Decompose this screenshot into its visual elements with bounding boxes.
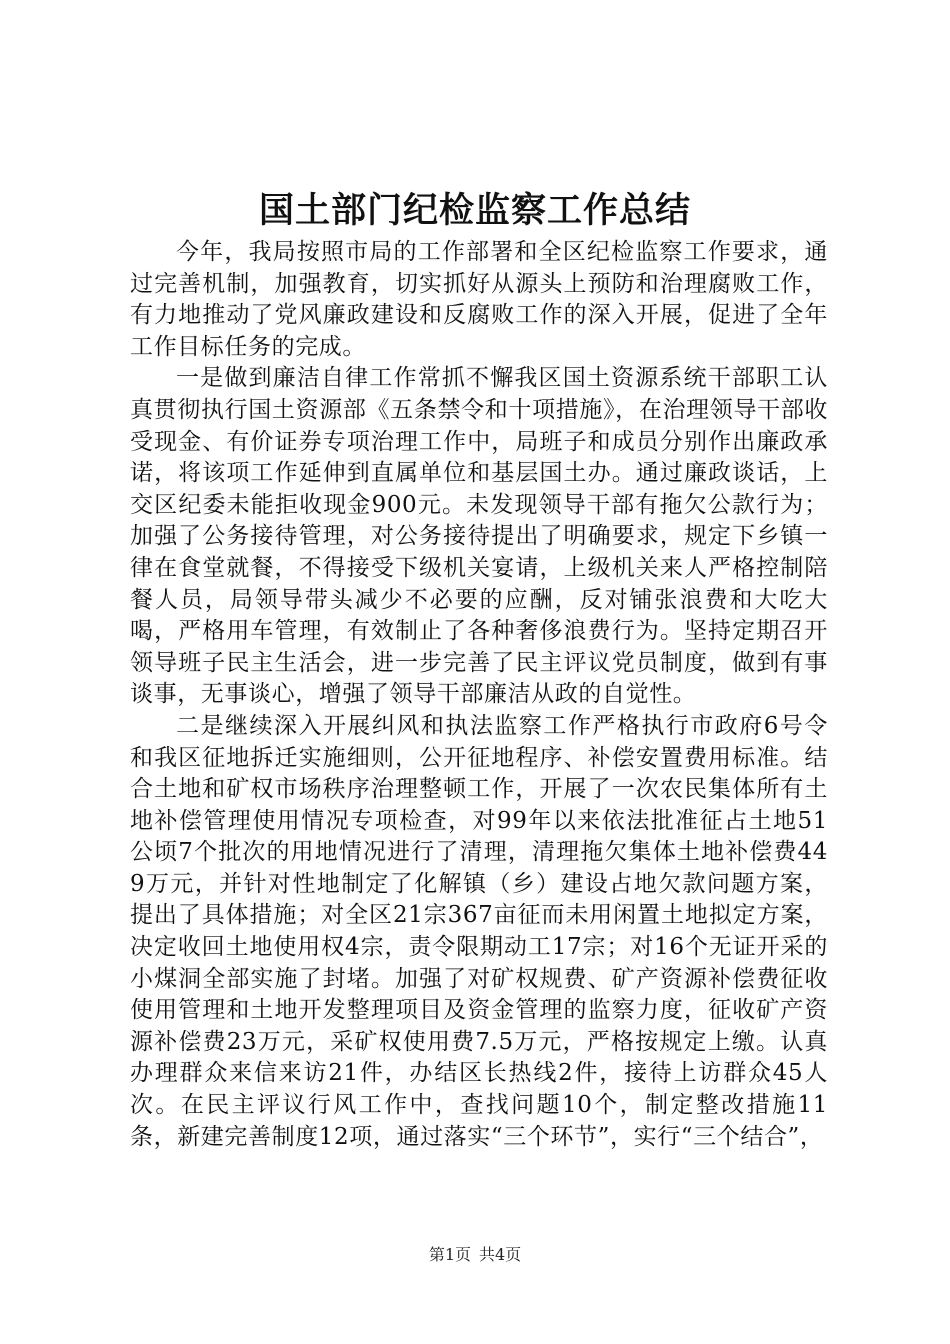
document-body [130,237,828,1153]
paragraph-supervision: 二是继续深入开展纠风和执法监察工作严格执行市政府6号令和我区征地拆迁实施细则，公开征地程序、补偿安置费用标准。结合土地和矿权市场秩序治理整顿工作，开展了一次农民集体所有土地补偿管理使用情况专项检查，对99年以来依法批准征占土地51公顷7个批次的用地情况进行了清理，清理拖欠集体土地补偿费449万元，并针对性地制定了化解镇（乡）建设占地欠款问题方案，提出了具体措施；对全区21宗367亩征而未用闲置土地拟定方案，决定收回土地使用权4宗，责令限期动工17宗；对16个无证开采的小煤洞全部实施了封堵。加强了对矿权规费、矿产资源补偿费征收使用管理和土地开发整理项目及资金管理的监察力度，征收矿产资源补偿费23万元，采矿权使用费7.5万元，严格按规定上缴。认真办理群众来信来访21件，办结区长热线2件，接待上访群众45人次。在民主评议行风工作中，查找问题10个，制定整改措施11条，新建完善制度12项，通过落实“三个环节”，实行“三个结合”， [130,712,828,1150]
page-number: 第1页 [428,1245,471,1264]
page-total: 共4页 [479,1245,522,1264]
document-title: 国土部门纪检监察工作总结 [258,191,691,231]
paragraph-intro: 今年，我局按照市局的工作部署和全区纪检监察工作要求，通过完善机制，加强教育，切实抓好从源头上预防和治理腐败工作，有力地推动了党风廉政建设和反腐败工作的深入开展，促进了全年工作目标任务的完成。 [130,239,828,360]
page-footer [0,1244,950,1266]
paragraph-self-discipline: 一是做到廉洁自律工作常抓不懈我区国土资源系统干部职工认真贯彻执行国土资源部《五条禁令和十项措施》，在治理领导干部收受现金、有价证券专项治理工作中，局班子和成员分别作出廉政承诺，将该项工作延伸到直属单位和基层国土办。通过廉政谈话，上交区纪委未能拒收现金900元。未发现领导干部有拖欠公款行为；加强了公务接待管理，对公务接待提出了明确要求，规定下乡镇一律在食堂就餐，不得接受下级机关宴请，上级机关来人严格控制陪餐人员，局领导带头减少不必要的应酬，反对铺张浪费和大吃大喝，严格用车管理，有效制止了各种奢侈浪费行为。坚持定期召开领导班子民主生活会，进一步完善了民主评议党员制度，做到有事谈事，无事谈心，增强了领导干部廉洁从政的自觉性。 [130,365,828,708]
